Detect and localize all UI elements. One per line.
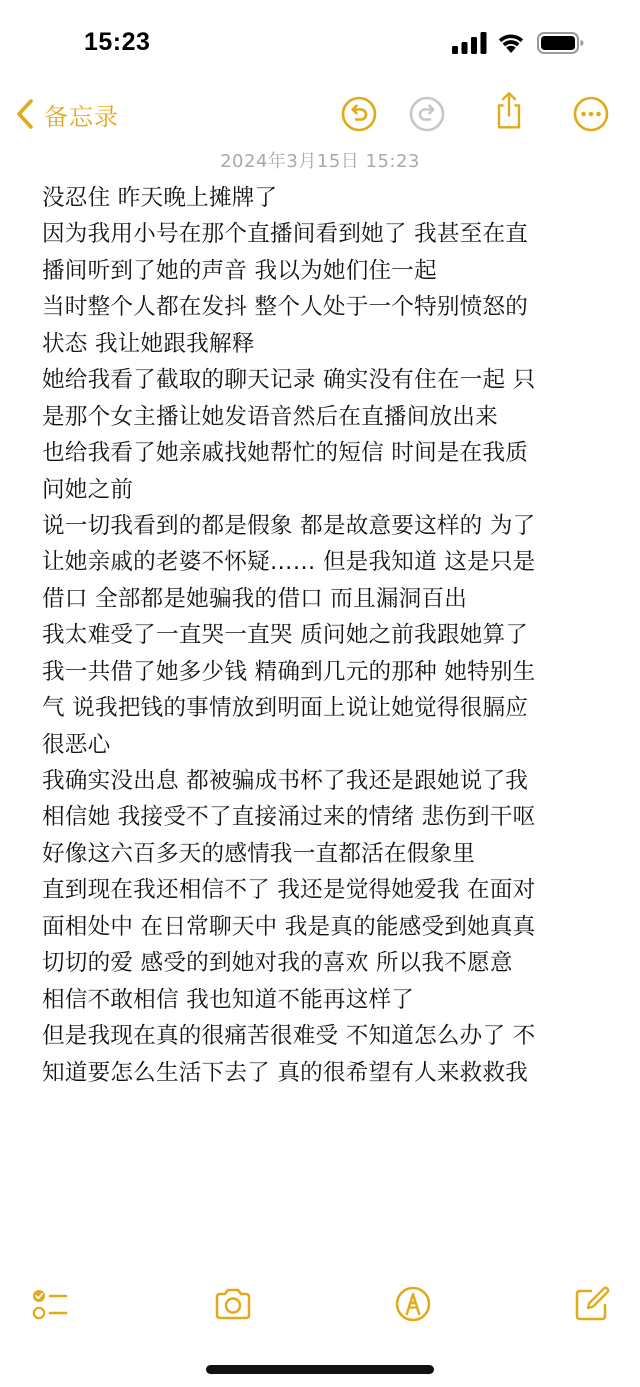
more-icon[interactable] xyxy=(571,94,611,134)
bottom-toolbar xyxy=(0,1280,640,1330)
note-line: 直到现在我还相信不了 我还是觉得她爱我 在面对 xyxy=(42,877,536,904)
note-line: 问她之前 xyxy=(42,476,134,503)
note-line: 很恶心 xyxy=(42,731,111,758)
share-icon[interactable] xyxy=(489,90,529,130)
back-label: 备忘录 xyxy=(44,102,119,131)
status-bar xyxy=(0,0,640,90)
note-line: 状态 我让她跟我解释 xyxy=(42,330,255,357)
note-line: 让她亲戚的老婆不怀疑…… 但是我知道 这是只是 xyxy=(42,549,536,576)
wifi-icon xyxy=(496,30,526,54)
note-line: 播间听到了她的声音 我以为她们住一起 xyxy=(42,257,437,284)
battery-icon xyxy=(537,31,585,55)
chevron-left-icon xyxy=(14,98,36,130)
note-line: 说一切我看到的都是假象 都是故意要这样的 为了 xyxy=(42,512,536,539)
note-line: 借口 全部都是她骗我的借口 而且漏洞百出 xyxy=(42,585,468,612)
home-indicator[interactable] xyxy=(206,1365,434,1374)
camera-icon[interactable] xyxy=(213,1284,253,1324)
note-line: 但是我现在真的很痛苦很难受 不知道怎么办了 不 xyxy=(42,1023,536,1050)
signal-icon xyxy=(452,32,488,54)
note-line: 当时整个人都在发抖 整个人处于一个特别愤怒的 xyxy=(42,294,529,321)
note-line: 相信她 我接受不了直接涌过来的情绪 悲伤到干呕 xyxy=(42,804,536,831)
note-line: 因为我用小号在那个直播间看到她了 我甚至在直 xyxy=(42,221,529,248)
back-button[interactable] xyxy=(14,92,119,136)
note-line: 切切的爱 感受的到她对我的喜欢 所以我不愿意 xyxy=(42,950,513,977)
note-date: 2024年3月15日 15:23 xyxy=(220,151,420,172)
nav-bar xyxy=(0,88,640,144)
note-line: 我确实没出息 都被骗成书杯了我还是跟她说了我 xyxy=(42,768,529,794)
checklist-icon[interactable] xyxy=(30,1284,70,1324)
note-line: 面相处中 在日常聊天中 我是真的能感受到她真真 xyxy=(42,913,536,940)
note-line: 相信不敢相信 我也知道不能再这样了 xyxy=(42,986,415,1013)
undo-icon[interactable] xyxy=(339,94,379,134)
note-line: 没忍住 昨天晚上摊牌了 xyxy=(42,185,278,211)
status-time: 15:23 xyxy=(84,28,151,56)
note-body[interactable] xyxy=(42,180,604,1091)
markup-icon[interactable] xyxy=(393,1284,433,1324)
redo-icon[interactable] xyxy=(407,94,447,134)
note-line: 她给我看了截取的聊天记录 确实没有住在一起 只 xyxy=(42,367,536,394)
note-line: 是那个女主播让她发语音然后在直播间放出来 xyxy=(42,403,498,430)
note-line: 我一共借了她多少钱 精确到几元的那种 她特别生 xyxy=(42,658,536,685)
note-line: 好像这六百多天的感情我一直都活在假象里 xyxy=(42,840,476,867)
note-line: 我太难受了一直哭一直哭 质问她之前我跟她算了 xyxy=(42,622,529,649)
compose-icon[interactable] xyxy=(572,1284,612,1324)
note-line: 气 说我把钱的事情放到明面上说让她觉得很膈应 xyxy=(42,695,529,722)
note-line: 也给我看了她亲戚找她帮忙的短信 时间是在我质 xyxy=(42,440,529,467)
note-line: 知道要怎么生活下去了 真的很希望有人来救救我 xyxy=(42,1059,529,1086)
